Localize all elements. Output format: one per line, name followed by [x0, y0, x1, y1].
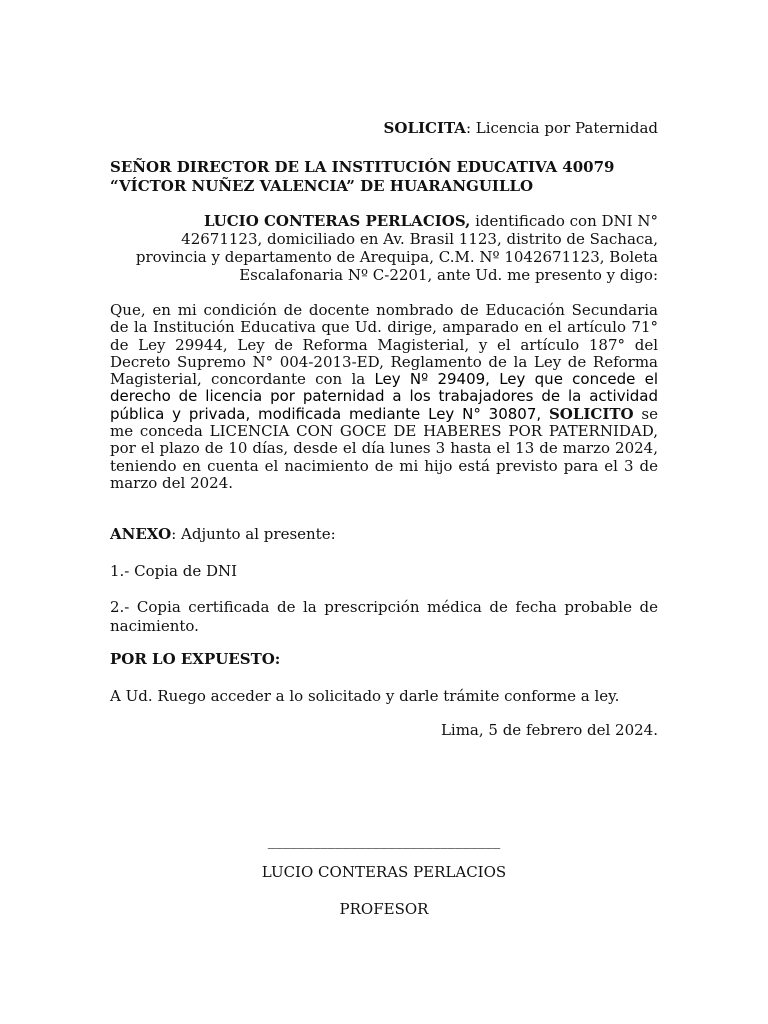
anexo-item-2: 2.- Copia certificada de la prescripción médica de fecha probable de nacimiento. — [110, 598, 658, 635]
body-paragraph — [110, 302, 658, 492]
solicita-text: : Licencia por Paternidad — [465, 119, 658, 137]
signature-title: PROFESOR — [339, 900, 429, 918]
body-text-b: se me conceda LICENCIA CON GOCE DE HABERES POR PATERNIDAD, por el plazo de 10 días, desde el día lunes 3 hasta el 13 de marzo 2024, teniendo en cuenta el nacimiento de mi hijo está previsto para el 3 de marzo del 2024. — [110, 404, 658, 492]
por-lo-expuesto: POR LO EXPUESTO: — [110, 650, 281, 668]
addressee-block — [110, 158, 670, 196]
signature-line: _______________________________ — [267, 832, 501, 849]
ruego-line: A Ud. Ruego acceder a lo solicitado y darle trámite conforme a ley. — [110, 687, 620, 705]
anexo-line — [110, 526, 658, 543]
solicita-line — [110, 120, 658, 137]
anexo-text: : Adjunto al presente: — [171, 525, 336, 543]
intro-block — [110, 212, 658, 284]
intro-line-1-text: identificado con DNI N° — [470, 212, 658, 230]
body-text-a: Que, en mi condición de docente nombrado de Educación Secundaria de la Institución Educativa que Ud. dirige, amparado en el artículo 71° de Ley 29944, Ley de Reforma Magisterial, y el artículo 187° del Decreto Supremo N° 004-2013-ED, Reglamento de la Ley de Reforma Magisterial, concordante con la — [110, 301, 658, 389]
intro-line-3: provincia y departamento de Arequipa, C.M. Nº 1042671123, Boleta — [135, 248, 658, 266]
signature-name: LUCIO CONTERAS PERLACIOS — [261, 863, 507, 881]
law-reference: Ley Nº 29409, Ley que concede el derecho de licencia por paternidad a los trabajadores de la actividad pública y privada, modificada mediante Ley N° 30807, — [110, 370, 658, 423]
solicita-label: SOLICITA — [383, 119, 466, 137]
date-line: Lima, 5 de febrero del 2024. — [440, 721, 658, 739]
intro-line-1 — [110, 212, 658, 230]
addressee-line-2: “VÍCTOR NUÑEZ VALENCIA” DE HUARANGUILLO — [110, 177, 534, 195]
anexo-item-1: 1.- Copia de DNI — [110, 562, 238, 580]
intro-line-4: Escalafonaria Nº C-2201, ante Ud. me presento y digo: — [239, 266, 658, 284]
anexo-label: ANEXO — [110, 525, 172, 543]
addressee-line-1: SEÑOR DIRECTOR DE LA INSTITUCIÓN EDUCATIVA 40079 — [110, 158, 615, 176]
solicito-keyword: SOLICITO — [548, 404, 634, 423]
applicant-name: LUCIO CONTERAS PERLACIOS, — [203, 212, 471, 230]
intro-line-2: 42671123, domiciliado en Av. Brasil 1123, distrito de Sachaca, — [181, 230, 658, 248]
